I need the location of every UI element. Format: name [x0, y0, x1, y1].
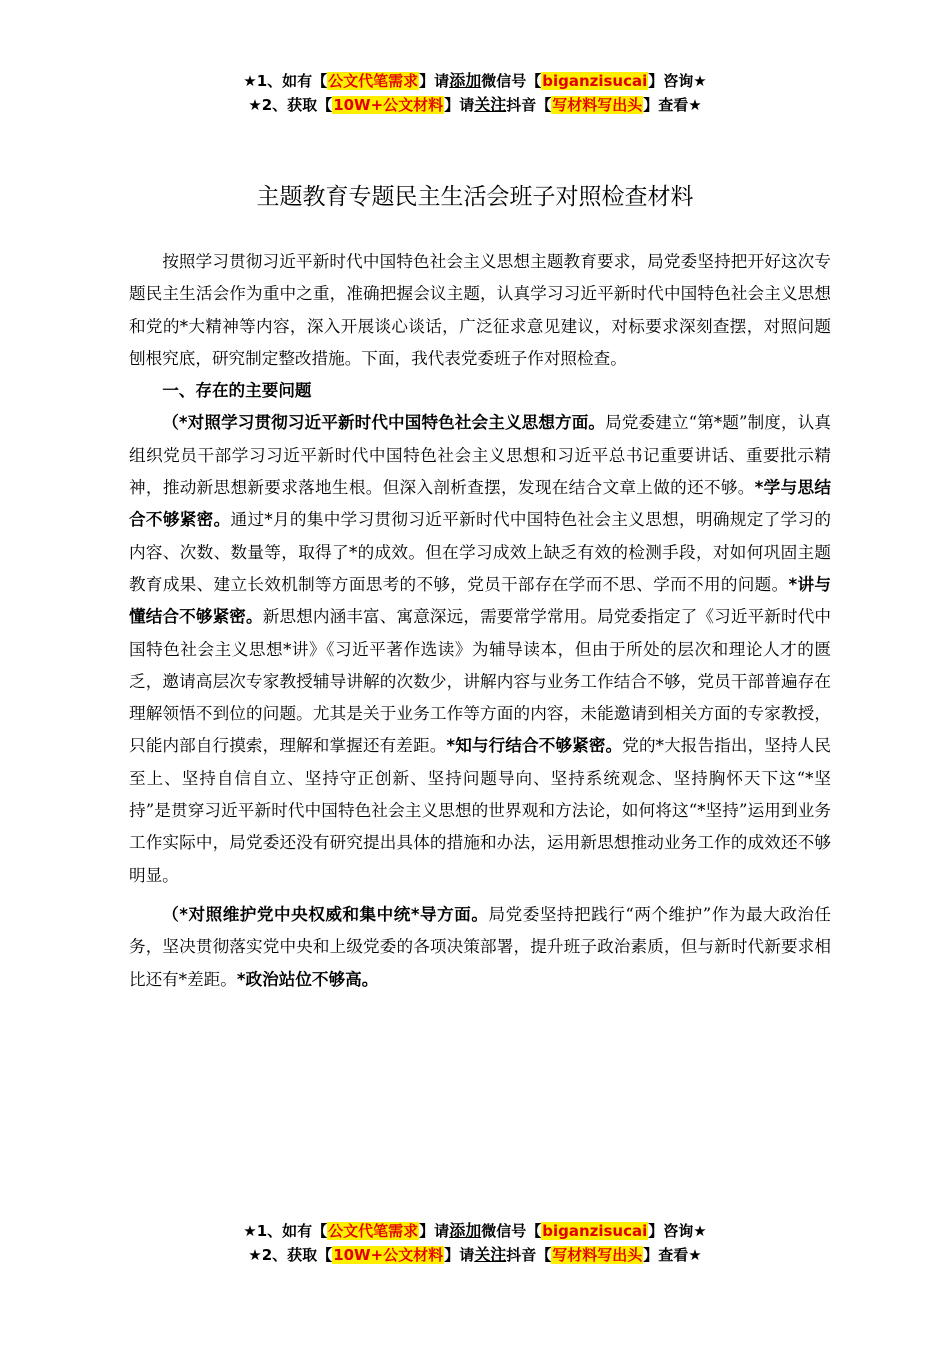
- promo-banner-bottom: [0, 1219, 950, 1267]
- highlight-wechat-id: biganzisucai: [542, 72, 648, 90]
- intro-paragraph: 按照学习贯彻习近平新时代中国特色社会主义思想主题教育要求，局党委坚持把开好这次专题民主生活会作为重中之重，准确把握会议主题，认真学习习近平新时代中国特色社会主义思想和党的*大精神等内容，深入开展谈心谈话，广泛征求意见建议，对标要求深刻查摆，对照问题刨根究底，研究制定整改措施。下面，我代表党委班子作对照检查。: [129, 252, 831, 368]
- paragraph-text: 通过*月的集中学习贯彻习近平新时代中国特色社会主义思想，明确规定了学习的内容、次数、数量等，取得了*的成效。但在学习成效上缺乏有效的检测手段，对如何巩固主题教育成果、建立长效机制等方面思考的不够，党员干部存在学而不思、学而不用的问题。: [129, 510, 832, 594]
- underlined-add: 添加: [449, 1221, 482, 1240]
- underlined-follow: 关注: [474, 95, 507, 114]
- promo-text: 】请: [419, 1222, 450, 1240]
- promo-text: 抖音【: [506, 1246, 552, 1264]
- promo-text: 】请: [419, 72, 450, 90]
- promo-text: 抖音【: [506, 96, 552, 114]
- promo-text: 】请: [444, 1246, 475, 1264]
- subpoint-heading: *讲与懂结合不够紧密。: [129, 574, 831, 627]
- document-title: 主题教育专题民主生活会班子对照检查材料: [256, 184, 694, 210]
- paragraph-text: 局党委建立“第*题”制度，认真组织党员干部学习习近平新时代中国特色社会主义思想和习近平总书记重要讲话、重要批示精神，推动新思想新要求落地生根。但深入剖析查摆，发现在结合文章上做的还不够。: [129, 413, 831, 498]
- underlined-follow: 关注: [474, 1245, 507, 1264]
- paragraph-study-thought: [129, 407, 831, 891]
- highlight-materials: 10W+公文材料: [333, 96, 444, 114]
- underlined-add: 添加: [449, 71, 482, 90]
- subpoint-heading: *知与行结合不够紧密。: [446, 736, 623, 756]
- highlight-douyin-id: 写材料写出头: [552, 96, 643, 114]
- promo-text: 】查看★: [643, 96, 702, 114]
- promo-text: 微信号【: [481, 72, 542, 90]
- highlight-materials: 10W+公文材料: [333, 1246, 444, 1264]
- promo-text: 】请: [444, 96, 475, 114]
- document-body: [129, 246, 831, 996]
- promo-text: ★2、获取【: [248, 96, 333, 114]
- promo-text: 微信号【: [481, 1222, 542, 1240]
- section-heading: 一、存在的主要问题: [162, 381, 312, 401]
- promo-text: ★2、获取【: [248, 1246, 333, 1264]
- promo-text: ★1、如有【: [243, 1222, 328, 1240]
- promo-line-2: [0, 93, 950, 117]
- promo-banner-top: [0, 69, 950, 117]
- highlight-service: 公文代笔需求: [328, 72, 419, 90]
- promo-line-1: [0, 1219, 950, 1243]
- paragraph-lead: （*对照维护党中央权威和集中统*导方面。: [162, 904, 489, 924]
- promo-line-1: [0, 69, 950, 93]
- promo-text: 】查看★: [643, 1246, 702, 1264]
- promo-line-2: [0, 1243, 950, 1267]
- paragraph-central-authority: [129, 899, 831, 996]
- subpoint-heading: *学与思结合不够紧密。: [129, 478, 831, 530]
- paragraph-text: 党的*大报告指出，坚持人民至上、坚持自信自立、坚持守正创新、坚持问题导向、坚持系统观念、坚持胸怀天下这“*坚持”是贯穿习近平新时代中国特色社会主义思想的世界观和方法论，如何将这“*坚持”运用到业务工作实际中，局党委还没有研究提出具体的措施和办法，运用新思想推动业务工作的成效还不够明显。: [129, 736, 832, 885]
- subpoint-heading: *政治站位不够高。: [236, 969, 379, 989]
- paragraph-text: 新思想内涵丰富、寓意深远，需要常学常用。局党委指定了《习近平新时代中国特色社会主义思想*讲》《习近平著作选读》为辅导读本，但由于所处的层次和理论人才的匮乏，邀请高层次专家教授辅导讲解的次数少，讲解内容与业务工作结合不够，党员干部普遍存在理解领悟不到位的问题。尤其是关于业务工作等方面的内容，未能邀请到相关方面的专家教授，只能内部自行摸索，理解和掌握还有差距。: [129, 607, 832, 756]
- promo-text: ★1、如有【: [243, 72, 328, 90]
- paragraph-lead: （*对照学习贯彻习近平新时代中国特色社会主义思想方面。: [162, 413, 606, 433]
- highlight-service: 公文代笔需求: [328, 1222, 419, 1240]
- highlight-douyin-id: 写材料写出头: [552, 1246, 643, 1264]
- highlight-wechat-id: biganzisucai: [542, 1222, 648, 1240]
- paragraph-text: 局党委坚持把践行“两个维护”作为最大政治任务，坚决贯彻落实党中央和上级党委的各项决策部署，提升班子政治素质，但与新时代新要求相比还有*差距。: [129, 904, 832, 989]
- promo-text: 】咨询★: [648, 1222, 707, 1240]
- promo-text: 】咨询★: [648, 72, 707, 90]
